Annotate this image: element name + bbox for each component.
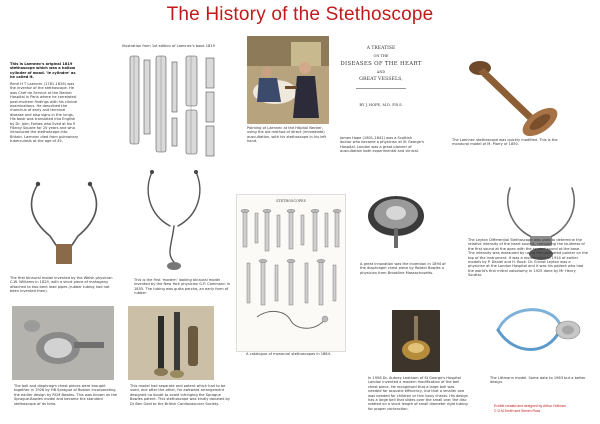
hope-book-title-page [340, 36, 422, 132]
book-rule [356, 88, 406, 89]
binaural1-caption: The first binaural model invented by the Welsh physician C.W. Williams in 1829, with a short piece of mahogany attached to two bent lead pipes (rubber tubing had not been invented then). [10, 276, 113, 294]
illustration-caption: Illustration from 1st edition of Laennec's book 1819 [122, 44, 215, 48]
book-line-2: ON THE [373, 54, 389, 58]
book-caption: James Hope (1801-1841) was a Scottish doctor who became a physician at St George's Hospital. London was a great pioneer of auscultation both experimental and clinical. [340, 136, 424, 154]
tubes-photo [128, 306, 214, 380]
binaural2-caption: This is the first 'modern' looking binaural model invented by the New York physician G.P. Cammann in 1855. The tubing was gutta percha, an early form of rubber. [134, 278, 230, 296]
diaphragm-caption: A great innovation was the invention in 1894 of the diaphragm chest piece by Robert Bowles a physician from Brookline Massachusetts. [360, 262, 446, 275]
page-title: The History of the Stethoscope [166, 4, 434, 25]
tubes-caption: This model had separate and patent which had to be used, one after the other, for awkward arrangement designed no doubt to avoid infringing the Sprague Bowles patent. This stethoscope was kindly donated by Dr Ben Gold to the British Cardiovascular Society. [130, 384, 230, 406]
book-line-1: A TREATISE [366, 46, 396, 51]
catalogue-caption: A catalogue of monaural stethoscopes in 1884. [246, 352, 332, 356]
williams-binaural [14, 178, 114, 272]
book-line-4: AND [376, 70, 386, 74]
littmann-caption: In 1958 Dr. Aubrey Leatham of St George's Hospital London invented a modern modification of the bell chest piece. He recognised that a large bell was needed for acoustic efficiency, but that a smaller one was needed for children or thin bony chests. His design has a large bell that slides over the small one; the disc rotated on a short length of small diameter rigid tubing for proper contraction. [368, 376, 468, 411]
catalogue-page [236, 194, 346, 352]
wooden-stethoscope [444, 46, 572, 142]
book-line-5: GREAT VESSELS, [359, 77, 403, 82]
laennec-illustration [120, 52, 238, 166]
intro-body: René H T Laennec (1781-1826) was the inventor of the stethoscope. He was Chef de Service at the Necker Hospital in Paris where he correlated post-mortem findings with his clinical examinations. He described the rhonchus of early and terminal disease and also signs in the lungs. His book was translated into English by Dr. John Forbes who lived at No 9 Fitzroy Square for 20 years and who introduced the stethoscope into Britain. Laennec died from pulmonary tuberculosis at the age of 45. [10, 82, 79, 144]
book-line-3: DISEASES OF THE HEART [340, 61, 422, 67]
credit-line-2: © G.M.Smith and Steven Ross [494, 409, 541, 413]
book-line-6: BY J. HOPE, M.D. F.R.S. [359, 102, 403, 107]
painting-caption: Painting of Laennec at the Hôpital Necker, using the old method of direct (immediate) auscultation, with his stethoscope in his left hand. [247, 126, 327, 144]
credit-line-1: Exhibit created and designed by Arthur Hollman [494, 404, 566, 408]
differential-caption: The Leyton Differential Stethoscope was used to determine the relative intensity of the heart sounds, comparing the loudness of the first sound at the apex with the second sound at the base. The intensity was measured by using the calibrated pointer on the top of the instrument. It was a modification in 1914 of earlier models by P. Daniel and H. Bock. Dr. Ernest Leyton was a physician at the London Hospital and it was his patient who had the world's first mitral valvotomy in 1925 done by Mr Henry Souttar. [468, 238, 588, 278]
bell-diaphragm-photo [12, 306, 114, 380]
leatham-bell-photo [392, 310, 440, 372]
littmann-stethoscope [490, 300, 590, 366]
diaphragm-chestpiece [360, 186, 436, 252]
bell-caption: The bell and diaphragm chest pieces were brought together in 1926 by HB Sprague of Boston incorporating the earlier design by RCM Bowles. This was known as the Sprague-Bowles model and became the standard stethoscope of its time. [14, 384, 118, 406]
wood-caption: The Laennec stethoscope was quickly modified. This is the monaural model of M. Piorry of 1850. [452, 138, 558, 147]
intro-lead: This is Laennec's original 1819 stethoscope which was a hollow cylinder of wood. 'le cylindre' as he called it. [10, 62, 76, 80]
modern-caption: The Littmann model. Some date to 1963 but a better design. [490, 376, 586, 385]
catalogue-header: STETHOSCOPES [276, 199, 306, 203]
laennec-painting [247, 36, 329, 124]
cammann-binaural [126, 166, 222, 280]
